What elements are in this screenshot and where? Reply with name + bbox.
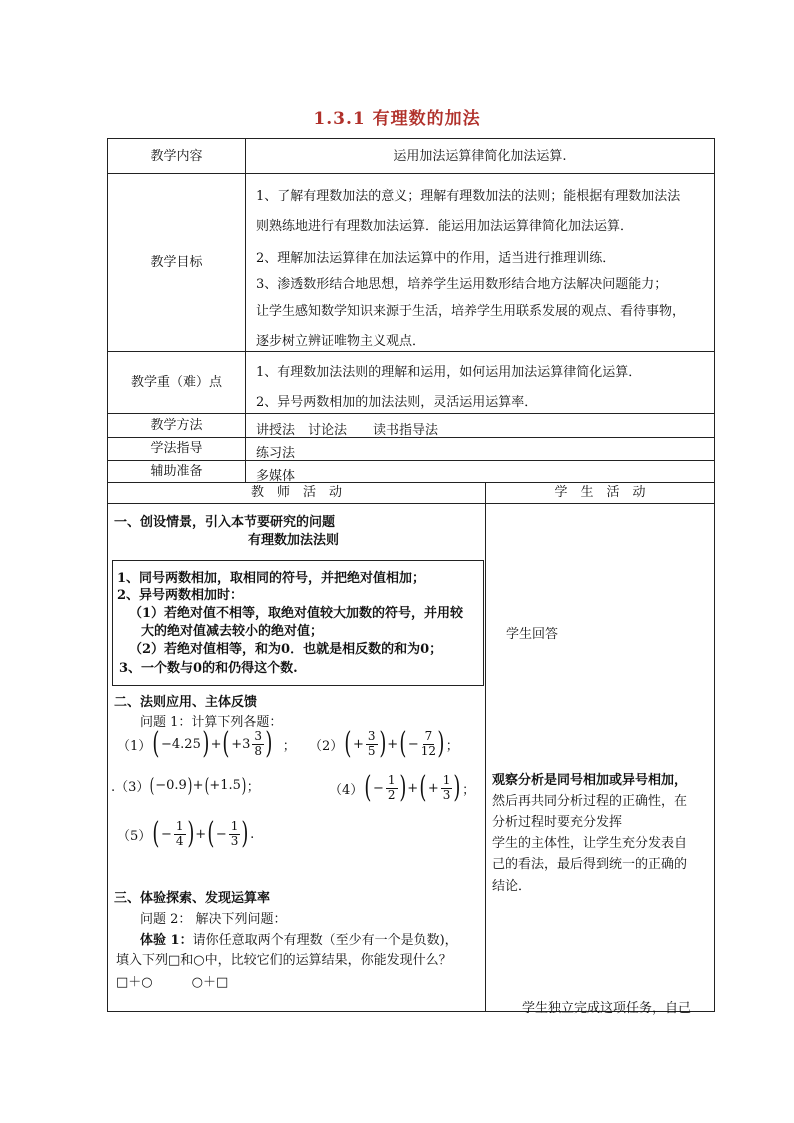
method-text: 讲授法 讨论法 读书指导法 (256, 423, 439, 438)
paren: ( (222, 726, 230, 761)
rule-line: （1）若绝对值不相等，取绝对值较大加数的符号，并用较 (129, 606, 464, 621)
row-divider (108, 503, 714, 504)
page-title: 1.3.1 有理数的加法 (313, 109, 481, 129)
experience-1-shapes: □＋○ ○＋□ (116, 975, 229, 990)
label-key-points: 教学重（难）点 (130, 374, 222, 390)
student-answer: 学生回答 (506, 627, 559, 642)
term: − (373, 780, 384, 796)
paren: ) (265, 726, 273, 761)
goal-line: 让学生感知数学知识来源于生活，培养学生用联系发展的观点、看待事物， (256, 304, 686, 319)
term: −4.25 (161, 736, 201, 752)
rules-box (112, 560, 484, 686)
student-observe-lead: 观察分析是同号相加或异号相加， (492, 773, 688, 788)
paren: ( (399, 726, 407, 761)
term: − (215, 826, 227, 842)
label-aid: 辅助准备 (150, 463, 203, 479)
student-observe-line: 己的看法，最后得到统一的正确的 (492, 857, 688, 872)
paren: ( (204, 773, 209, 797)
student-observe-line: 学生的主体性，让学生充分发表自 (492, 836, 688, 851)
exercise-5 (116, 816, 255, 851)
content-text: 运用加法运算律简化加法运算. (393, 148, 567, 164)
term: − (161, 826, 172, 842)
separator: ； (246, 779, 260, 795)
paren: ) (398, 770, 406, 805)
student-observe-line: 结论． (492, 879, 532, 894)
column-divider (245, 139, 246, 482)
paren: ( (152, 816, 160, 851)
separator: ； (282, 738, 296, 754)
fraction: $\frac{1}{3}$ (230, 819, 239, 848)
separator: ； (462, 782, 476, 798)
exercise-2 (308, 726, 460, 761)
rule-line: 1、同号两数相加，取相同的符号，并把绝对值相加； (117, 571, 426, 586)
experience-1-line2: 填入下列□和○中，比较它们的运算结果，你能发现什么？ (116, 953, 452, 968)
lesson-table (107, 138, 715, 1016)
operator: + (407, 780, 419, 796)
operator: + (195, 826, 207, 842)
rule-line: 大的绝对值减去较小的绝对值； (141, 624, 324, 639)
label-content: 教学内容 (150, 148, 203, 164)
separator: ； (445, 738, 459, 754)
label-goals: 教学目标 (150, 254, 203, 270)
key-line: 1、有理数加法法则的理解和运用，如何运用加法运算律简化运算． (256, 365, 642, 380)
paren: ( (419, 770, 427, 805)
paren: ) (241, 773, 247, 797)
operator: + (192, 777, 204, 793)
exercise-label: （4） (329, 782, 364, 798)
student-last-line: 学生独立完成这项任务，自己 (522, 1001, 692, 1016)
paren: ) (378, 726, 386, 761)
paren: ) (186, 816, 194, 851)
fraction: $\frac{1}{3}$ (442, 773, 451, 802)
separator: . (250, 826, 255, 842)
student-observe-line: 然后再共同分析过程的正确性，在 (492, 794, 688, 809)
rule-line: （2）若绝对值相等，和为0．也就是相反数的和为0； (129, 642, 443, 657)
exercise-label: （5） (117, 828, 152, 844)
fraction: $\frac{3}{8}$ (254, 729, 262, 758)
paren: ( (152, 726, 160, 761)
term: − (407, 736, 419, 752)
paren: ) (241, 816, 249, 851)
paren: ( (207, 816, 215, 851)
column-divider (485, 482, 486, 1012)
exercise-3 (110, 775, 261, 795)
exercise-1 (116, 726, 297, 761)
operator: + (387, 736, 399, 752)
paren: ) (202, 726, 210, 761)
goal-line: 3、渗透数形结合地思想，培养学生运用数形结合地方法解决问题能力； (256, 277, 668, 292)
operator: + (210, 736, 222, 752)
label-method: 教学方法 (150, 417, 203, 433)
rule-line: 3、一个数与0的和仍得这个数. (119, 661, 298, 676)
term: −0.9 (155, 777, 187, 793)
guide-text: 练习法 (256, 446, 296, 461)
exercise-label: （2） (309, 738, 344, 754)
experience-1-text: 请你任意取两个有理数（至少有一个是负数)， (192, 933, 458, 948)
exercise-4 (328, 770, 476, 805)
question-2: 问题 2： 解决下列问题： (140, 912, 287, 927)
fraction: $\frac{1}{4}$ (175, 819, 184, 848)
goal-line: 逐步树立辨证唯物主义观点． (256, 334, 426, 349)
paren: ( (344, 726, 352, 761)
paren: ( (149, 773, 155, 797)
goal-line: 则熟练地进行有理数加法运算．能运用加法运算律简化加法运算． (256, 219, 634, 234)
rule-line: 2、异号两数相加时： (117, 588, 244, 603)
key-line: 2、异号两数相加的加法法则，灵活运用运算率． (256, 395, 538, 410)
exercise-label: （1） (117, 738, 152, 754)
term: +1.5 (209, 777, 241, 793)
teacher-header: 教 师 活 动 (250, 485, 342, 500)
fraction: $\frac{1}{2}$ (387, 773, 396, 802)
question-1: 问题 1：计算下列各题： (140, 715, 283, 730)
term: + (427, 780, 439, 796)
term: + (353, 736, 364, 752)
paren: ( (364, 770, 372, 805)
experience-1 (140, 929, 458, 948)
paren: ) (187, 773, 193, 797)
section-1-title: 一、创设情景，引入本节要研究的问题 (114, 515, 336, 530)
aid-text: 多媒体 (256, 469, 296, 484)
paren: ) (453, 770, 461, 805)
exercise-label: .（3） (111, 779, 150, 795)
goal-line: 2、理解加法运算律在加法运算中的作用，适当进行推理训练． (256, 251, 616, 266)
label-guide: 学法指导 (150, 441, 203, 456)
section-2-title: 二、法则应用、主体反馈 (114, 695, 258, 710)
fraction: $\frac{7}{12}$ (420, 729, 437, 758)
term: +3 (231, 736, 251, 752)
section-1-subtitle: 有理数加法法则 (248, 533, 340, 548)
student-observe-line: 分析过程时要充分发挥 (492, 815, 623, 830)
fraction: $\frac{3}{5}$ (367, 729, 376, 758)
experience-1-lead: 体验 1： (140, 933, 193, 948)
paren: ) (437, 726, 445, 761)
section-3-title: 三、体验探索、发现运算率 (114, 891, 271, 906)
goal-line: 1、了解有理数加法的意义；理解有理数加法的法则；能根据有理数加法法 (256, 189, 681, 204)
student-header: 学 生 活 动 (554, 485, 646, 500)
